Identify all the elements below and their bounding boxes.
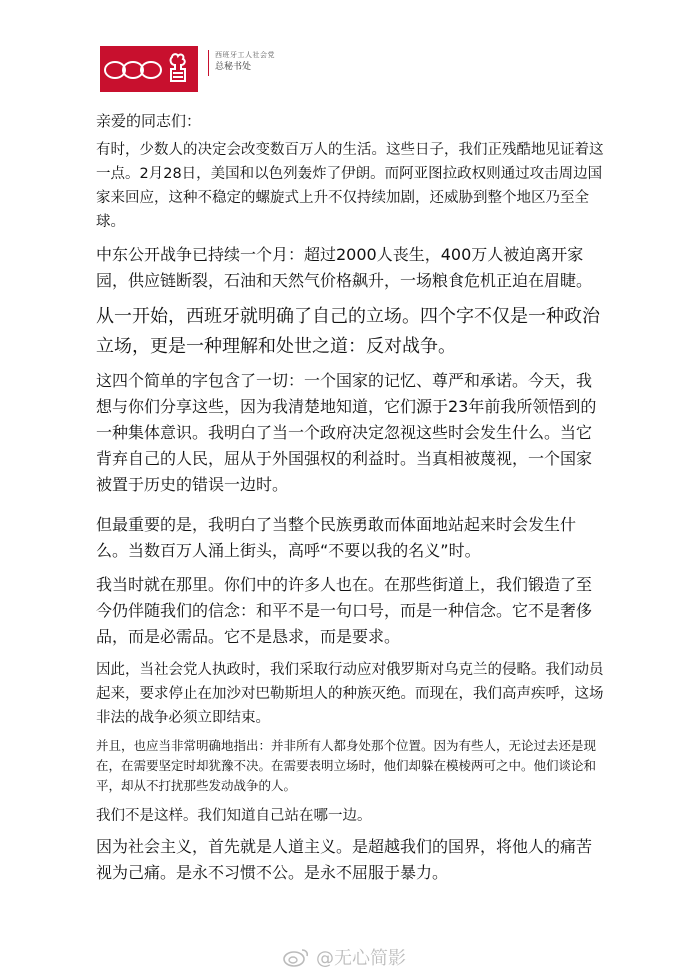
org-subtitle: 总秘书处	[215, 62, 252, 72]
greeting: 亲爱的同志们：	[96, 112, 202, 130]
fist-rose-icon	[164, 53, 190, 85]
paragraph-6: 我当时就在那里。你们中的许多人也在。在那些街道上，我们锻造了至今仍伴随我们的信念：和平不是一句口号，而是一种信念。它不是奢侈品，而是必需品。它不是恳求，而是要求。	[96, 575, 593, 646]
paragraph-9: 我们不是这样。我们知道自己站在哪一边。	[96, 808, 372, 824]
paragraph-4: 这四个简单的字包含了一切：一个国家的记忆、尊严和承诺。今天，我想与你们分享这些，因为我清楚地知道，它们源于23年前我所领悟到的一种集体意识。我明白了当一个政府决定忽视这些时会发生什么。当它背弃自己的人民，屈从于外国强权的利益时。当真相被蔑视，一个国家被置于历史的错误一边时。	[96, 371, 597, 494]
paragraph-1: 有时，少数人的决定会改变数百万人的生活。这些日子，我们正残酷地见证着这一点。2月28日，美国和以色列轰炸了伊朗。而阿亚图拉政权则通过攻击周边国家来回应，这种不稳定的螺旋式上升不仅持续加剧，还威胁到整个地区乃至全球。	[96, 142, 604, 230]
weibo-icon	[282, 947, 310, 967]
watermark	[282, 944, 406, 970]
org-name: 西班牙工人社会党	[215, 51, 275, 59]
paragraph-8: 并且，也应当非常明确地指出：并非所有人都身处那个位置。因为有些人，无论过去还是现在，在需要坚定时却犹豫不决。在需要表明立场时，他们却躲在模棱两可之中。他们谈论和平，却从不打扰那些发动战争的人。	[96, 738, 597, 793]
watermark-text: @无心简影	[316, 948, 406, 969]
paragraph-10: 因为社会主义，首先就是人道主义。是超越我们的国界，将他人的痛苦视为己痛。是永不习惯不公。是永不屈服于暴力。	[96, 837, 593, 882]
org-label	[208, 50, 275, 76]
paragraph-3: 从一开始，西班牙就明确了自己的立场。四个字不仅是一种政治立场，更是一种理解和处世之道：反对战争。	[96, 306, 600, 357]
paragraph-7: 因此，当社会党人执政时，我们采取行动应对俄罗斯对乌克兰的侵略。我们动员起来，要求停止在加沙对巴勒斯坦人的种族灭绝。而现在，我们高声疾呼，这场非法的战争必须立即结束。	[96, 662, 604, 726]
letterhead	[100, 46, 360, 92]
paragraph-2: 中东公开战争已持续一个月：超过2000人丧生，400万人被迫离开家园，供应链断裂，石油和天然气价格飙升，一场粮食危机正迫在眉睫。	[96, 245, 593, 290]
party-logo	[100, 46, 198, 92]
logo-rings-icon	[100, 61, 158, 79]
paragraph-5: 但最重要的是，我明白了当整个民族勇敢而体面地站起来时会发生什么。当数百万人涌上街头，高呼“不要以我的名义”时。	[96, 515, 577, 560]
letter-body	[96, 110, 604, 886]
